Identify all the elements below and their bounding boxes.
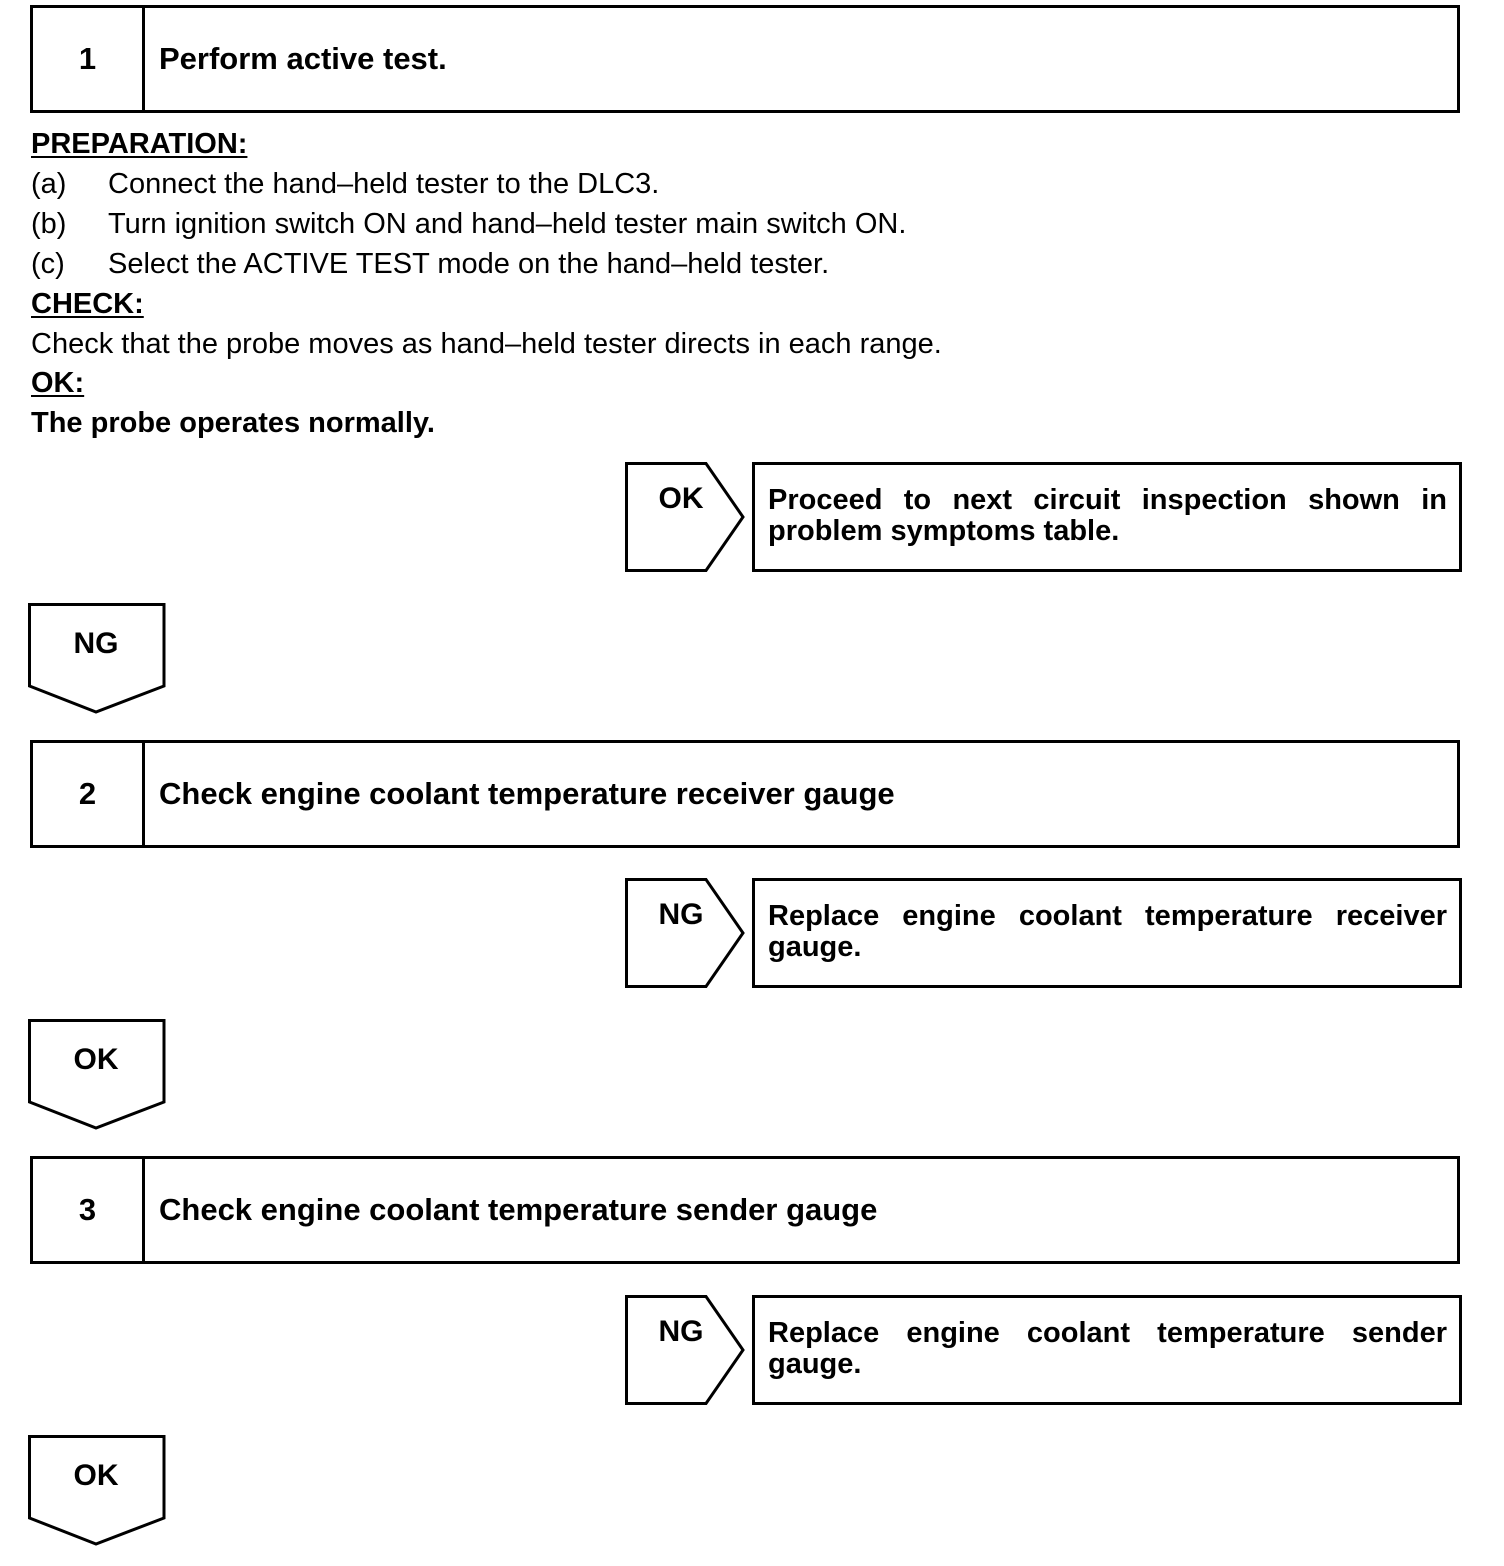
check-text: Check that the probe moves as hand–held tester directs in each range. [31,328,942,360]
flow-arrow-ok [28,1019,166,1131]
right-arrow-shape [625,878,747,988]
check-heading: CHECK: [31,288,144,320]
branch-result-box: Proceed to next circuit inspection shown in problem symptoms table. [752,462,1462,572]
item-text: Select the ACTIVE TEST mode on the hand–held tester. [108,248,830,280]
flow-label: OK [73,1459,119,1492]
item-text: Connect the hand–held tester to the DLC3. [108,168,660,200]
branch-result-box: Replace engine coolant temperature receiver gauge. [752,878,1462,988]
preparation-item [31,246,829,282]
preparation-item [31,166,659,202]
step-number: 2 [33,743,145,845]
step-number: 3 [33,1159,145,1261]
step-2-box [30,740,1460,848]
item-letter: (a) [31,168,67,200]
step-number: 1 [33,8,145,110]
step-title: Check engine coolant temperature receiver gauge [159,776,895,811]
branch-label: NG [658,898,704,931]
item-letter: (c) [31,248,65,280]
flow-label: OK [73,1043,119,1076]
ok-criteria-text: The probe operates normally. [31,407,435,439]
step-title: Check engine coolant temperature sender gauge [159,1192,878,1227]
item-letter: (b) [31,208,67,240]
preparation-item [31,206,906,242]
step-1-box [30,5,1460,113]
branch-label: OK [658,482,704,515]
ok-heading: OK: [31,367,85,399]
branch-label: NG [658,1315,704,1348]
right-arrow-shape [625,462,747,572]
item-text: Turn ignition switch ON and hand–held tester main switch ON. [108,208,907,240]
step-title: Perform active test. [159,41,447,76]
right-arrow-shape [625,1295,747,1405]
branch-arrow-ng [625,1295,747,1405]
branch-arrow-ok [625,462,747,572]
preparation-heading: PREPARATION: [31,128,248,160]
step-3-box [30,1156,1460,1264]
branch-result-box: Replace engine coolant temperature sender gauge. [752,1295,1462,1405]
branch-arrow-ng [625,878,747,988]
flow-arrow-ok [28,1435,166,1547]
flow-label: NG [73,627,119,660]
flow-arrow-ng [28,603,166,715]
